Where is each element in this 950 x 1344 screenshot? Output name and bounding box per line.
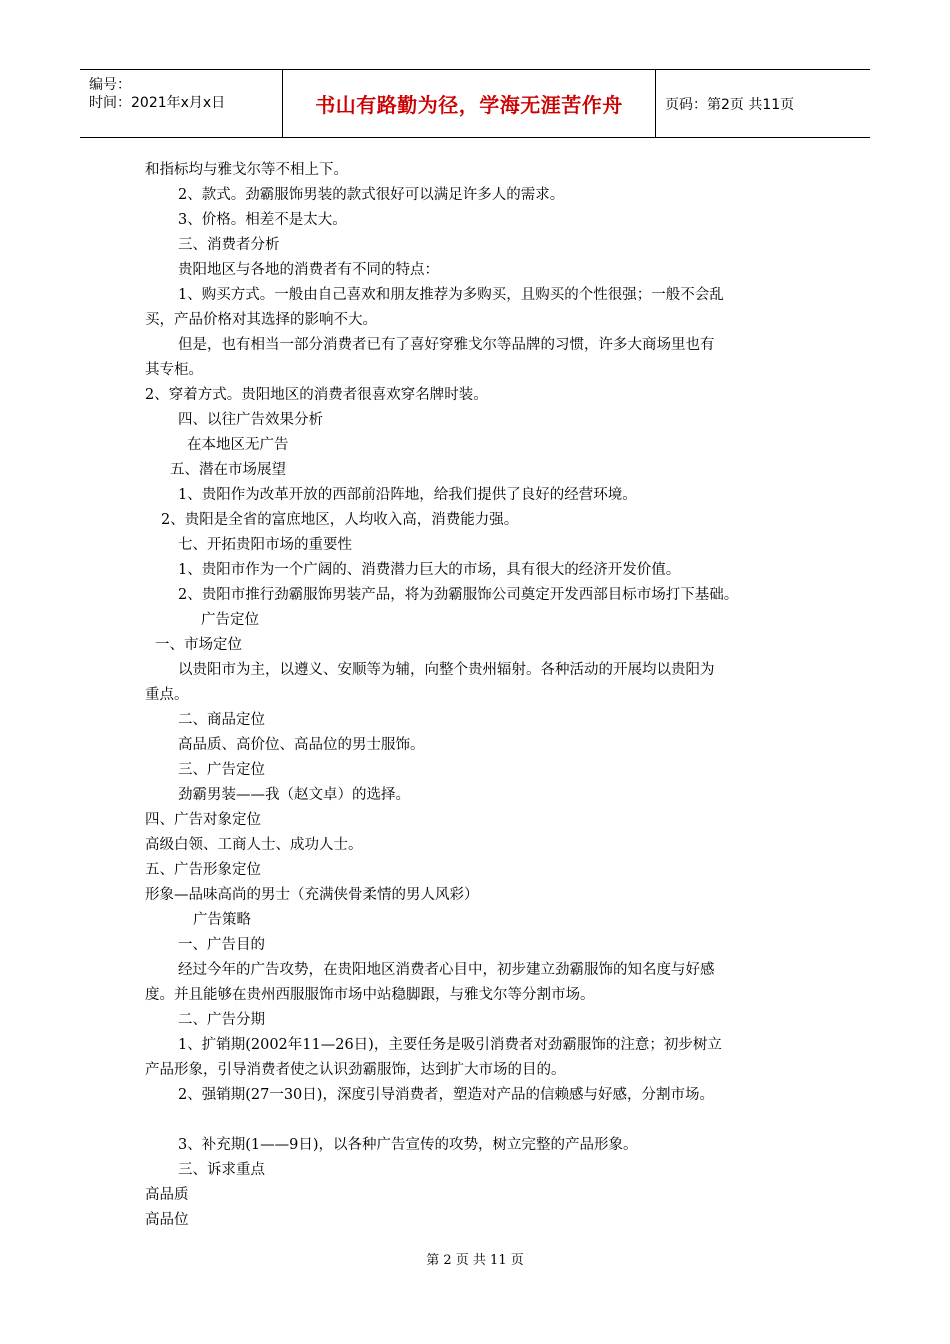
text-line: 劲霸男装——我（赵文卓）的选择。 bbox=[178, 787, 410, 803]
section-heading: 三、广告定位 bbox=[178, 762, 265, 778]
text-line: 贵阳地区与各地的消费者有不同的特点： bbox=[178, 262, 439, 278]
section-heading: 三、消费者分析 bbox=[178, 237, 280, 253]
text-line: 1、贵阳市作为一个广阔的、消费潜力巨大的市场，具有很大的经济开发价值。 bbox=[178, 562, 681, 578]
text-line: 高级白领、工商人士、成功人士。 bbox=[145, 837, 363, 853]
section-heading: 二、商品定位 bbox=[178, 712, 265, 728]
text-line: 1、贵阳作为改革开放的西部前沿阵地，给我们提供了良好的经营环境。 bbox=[178, 487, 637, 503]
text-line: 3、补充期(1——9日)，以各种广告宣传的攻势，树立完整的产品形象。 bbox=[178, 1137, 638, 1153]
text-line: 2、贵阳市推行劲霸服饰男装产品，将为劲霸服饰公司奠定开发西部目标市场打下基础。 bbox=[178, 587, 739, 603]
text-line: 但是，也有相当一部分消费者已有了喜好穿雅戈尔等品牌的习惯，许多大商场里也有 bbox=[178, 337, 715, 353]
section-heading: 一、市场定位 bbox=[155, 637, 242, 653]
text-line: 2、穿着方式。贵阳地区的消费者很喜欢穿名牌时装。 bbox=[145, 387, 488, 403]
header-left-cell bbox=[80, 70, 283, 137]
text-line: 度。并且能够在贵州西服服饰市场中站稳脚跟，与雅戈尔等分割市场。 bbox=[145, 987, 595, 1003]
text-line: 经过今年的广告攻势，在贵阳地区消费者心目中，初步建立劲霸服饰的知名度与好感 bbox=[178, 962, 715, 978]
text-line: 产品形象，引导消费者使之认识劲霸服饰，达到扩大市场的目的。 bbox=[145, 1062, 566, 1078]
text-line: 以贵阳市为主，以遵义、安顺等为辅，向整个贵州辐射。各种活动的开展均以贵阳为 bbox=[178, 662, 715, 678]
text-line: 高品质 bbox=[145, 1187, 189, 1203]
text-line: 3、价格。相差不是太大。 bbox=[178, 212, 347, 228]
section-heading: 二、广告分期 bbox=[178, 1012, 265, 1028]
text-line: 和指标均与雅戈尔等不相上下。 bbox=[145, 162, 348, 178]
page-header bbox=[80, 69, 870, 138]
section-heading: 一、广告目的 bbox=[178, 937, 265, 953]
header-motto-cell bbox=[283, 70, 656, 137]
section-heading: 四、广告对象定位 bbox=[145, 812, 261, 828]
header-page-cell bbox=[656, 70, 870, 137]
page-info: 页码：第2页 共11页 bbox=[665, 96, 795, 113]
text-line: 其专柜。 bbox=[145, 362, 203, 378]
time-label: 时间：2021年x月x日 bbox=[89, 95, 226, 111]
section-heading: 四、以往广告效果分析 bbox=[178, 412, 323, 428]
section-heading: 三、诉求重点 bbox=[178, 1162, 265, 1178]
text-line: 2、款式。劲霸服饰男装的款式很好可以满足许多人的需求。 bbox=[178, 187, 565, 203]
text-line: 重点。 bbox=[145, 687, 189, 703]
text-line: 高品位 bbox=[145, 1212, 189, 1228]
number-label: 编号： bbox=[89, 77, 131, 93]
text-line: 在本地区无广告 bbox=[187, 437, 289, 453]
text-line: 2、贵阳是全省的富庶地区，人均收入高，消费能力强。 bbox=[161, 512, 519, 528]
section-heading: 五、广告形象定位 bbox=[145, 862, 261, 878]
text-line: 2、强销期(27一30日)，深度引导消费者，塑造对产品的信赖感与好感，分割市场。 bbox=[178, 1087, 714, 1103]
text-line: 买，产品价格对其选择的影响不大。 bbox=[145, 312, 377, 328]
section-title: 广告策略 bbox=[193, 912, 251, 928]
text-line: 1、购买方式。一般由自己喜欢和朋友推荐为多购买，且购买的个性很强；一般不会乱 bbox=[178, 287, 724, 303]
section-heading: 七、开拓贵阳市场的重要性 bbox=[178, 537, 352, 553]
text-line: 1、扩销期(2002年11—26日)，主要任务是吸引消费者对劲霸服饰的注意；初步树立 bbox=[178, 1037, 722, 1053]
text-line: 形象—品味高尚的男士（充满侠骨柔情的男人风彩） bbox=[145, 887, 479, 903]
section-heading: 五、潜在市场展望 bbox=[170, 462, 286, 478]
motto: 书山有路勤为径，学海无涯苦作舟 bbox=[315, 93, 623, 117]
page-footer: 第 2 页 共 11 页 bbox=[426, 1253, 524, 1268]
text-line: 高品质、高价位、高品位的男士服饰。 bbox=[178, 737, 425, 753]
section-title: 广告定位 bbox=[201, 612, 259, 628]
